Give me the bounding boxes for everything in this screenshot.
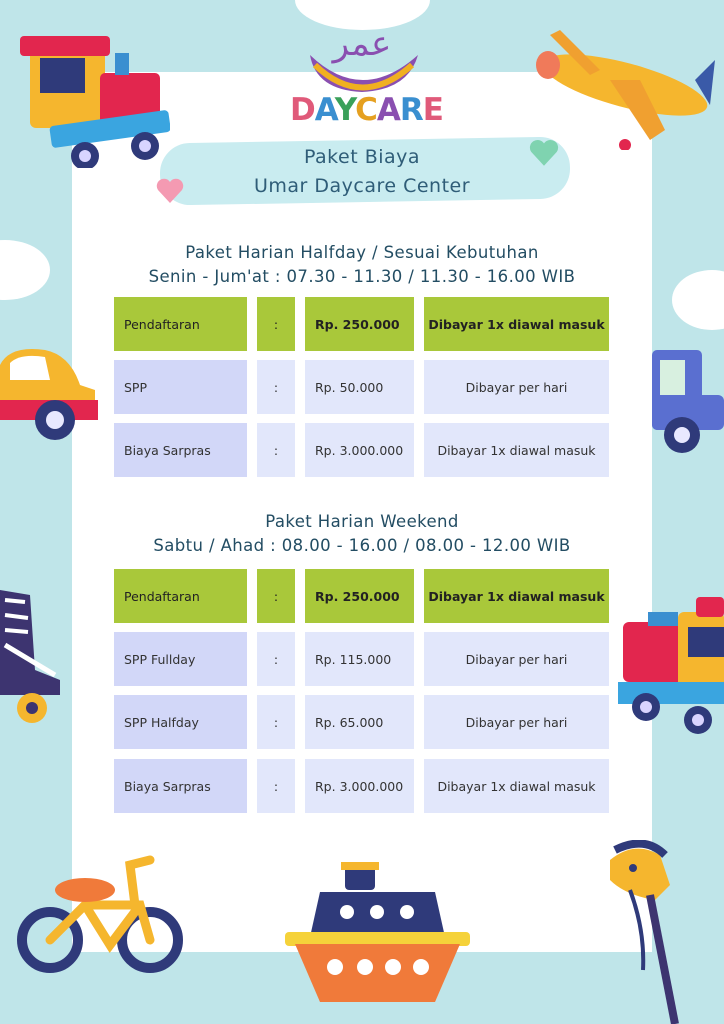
table-cell-price: Rp. 50.000 (305, 360, 414, 414)
table-cell-note: Dibayar 1x diawal masuk (424, 569, 609, 623)
table-cell-sep: : (257, 632, 295, 686)
table-cell-sep: : (257, 759, 295, 813)
page-title-line1: Paket Biaya (303, 146, 421, 168)
table-cell-sep: : (257, 423, 295, 477)
table-cell-price: Rp. 115.000 (305, 632, 414, 686)
section-2-heading: Paket Harian Weekend (265, 512, 459, 531)
table-cell-note: Dibayar 1x diawal masuk (424, 297, 609, 351)
logo-wordmark (290, 92, 443, 128)
table-cell-note: Dibayar per hari (424, 695, 609, 749)
logo-arabic-text: عمر (332, 24, 392, 64)
table-cell-item: Biaya Sarpras (114, 759, 247, 813)
table-cell-price: Rp. 250.000 (305, 569, 414, 623)
table-cell-item: Pendaftaran (114, 297, 247, 351)
table-cell-price: Rp. 65.000 (305, 695, 414, 749)
logo-letter: E (422, 92, 443, 128)
section-1-schedule: Senin - Jum'at : 07.30 - 11.30 / 11.30 - 16.00 WIB (148, 267, 576, 286)
table-cell-note: Dibayar per hari (424, 360, 609, 414)
toy-boat-icon (285, 862, 470, 1012)
roller-skate-icon (0, 590, 70, 730)
table-cell-item: SPP Halfday (114, 695, 247, 749)
table-cell-item: SPP (114, 360, 247, 414)
table-cell-sep: : (257, 360, 295, 414)
hobby-horse-icon (595, 840, 705, 1024)
table-cell-note: Dibayar 1x diawal masuk (424, 759, 609, 813)
daycare-logo (290, 10, 443, 135)
logo-letter: C (355, 92, 377, 128)
page-title-line2: Umar Daycare Center (253, 175, 471, 197)
table-cell-sep: : (257, 297, 295, 351)
table-cell-item: Biaya Sarpras (114, 423, 247, 477)
toy-truck-icon (650, 350, 724, 460)
table-cell-price: Rp. 3.000.000 (305, 423, 414, 477)
table-cell-price: Rp. 250.000 (305, 297, 414, 351)
toy-train-icon (618, 592, 724, 742)
logo-letter: R (399, 92, 423, 128)
table-cell-note: Dibayar 1x diawal masuk (424, 423, 609, 477)
section-2-schedule: Sabtu / Ahad : 08.00 - 16.00 / 08.00 - 12.00 WIB (153, 536, 571, 555)
toy-bicycle-icon (15, 850, 185, 980)
table-cell-item: Pendaftaran (114, 569, 247, 623)
toy-train-icon (10, 18, 170, 168)
table-cell-price: Rp. 3.000.000 (305, 759, 414, 813)
heart-icon (155, 177, 185, 205)
toy-car-icon (0, 345, 100, 445)
table-cell-sep: : (257, 695, 295, 749)
table-cell-sep: : (257, 569, 295, 623)
toy-airplane-icon (530, 20, 720, 150)
logo-letter: A (376, 92, 400, 128)
table-cell-item: SPP Fullday (114, 632, 247, 686)
logo-letter: D (290, 92, 315, 128)
logo-letter: A (314, 92, 335, 128)
section-1-heading: Paket Harian Halfday / Sesuai Kebutuhan (185, 243, 539, 262)
table-cell-note: Dibayar per hari (424, 632, 609, 686)
logo-letter: Y (334, 92, 356, 128)
